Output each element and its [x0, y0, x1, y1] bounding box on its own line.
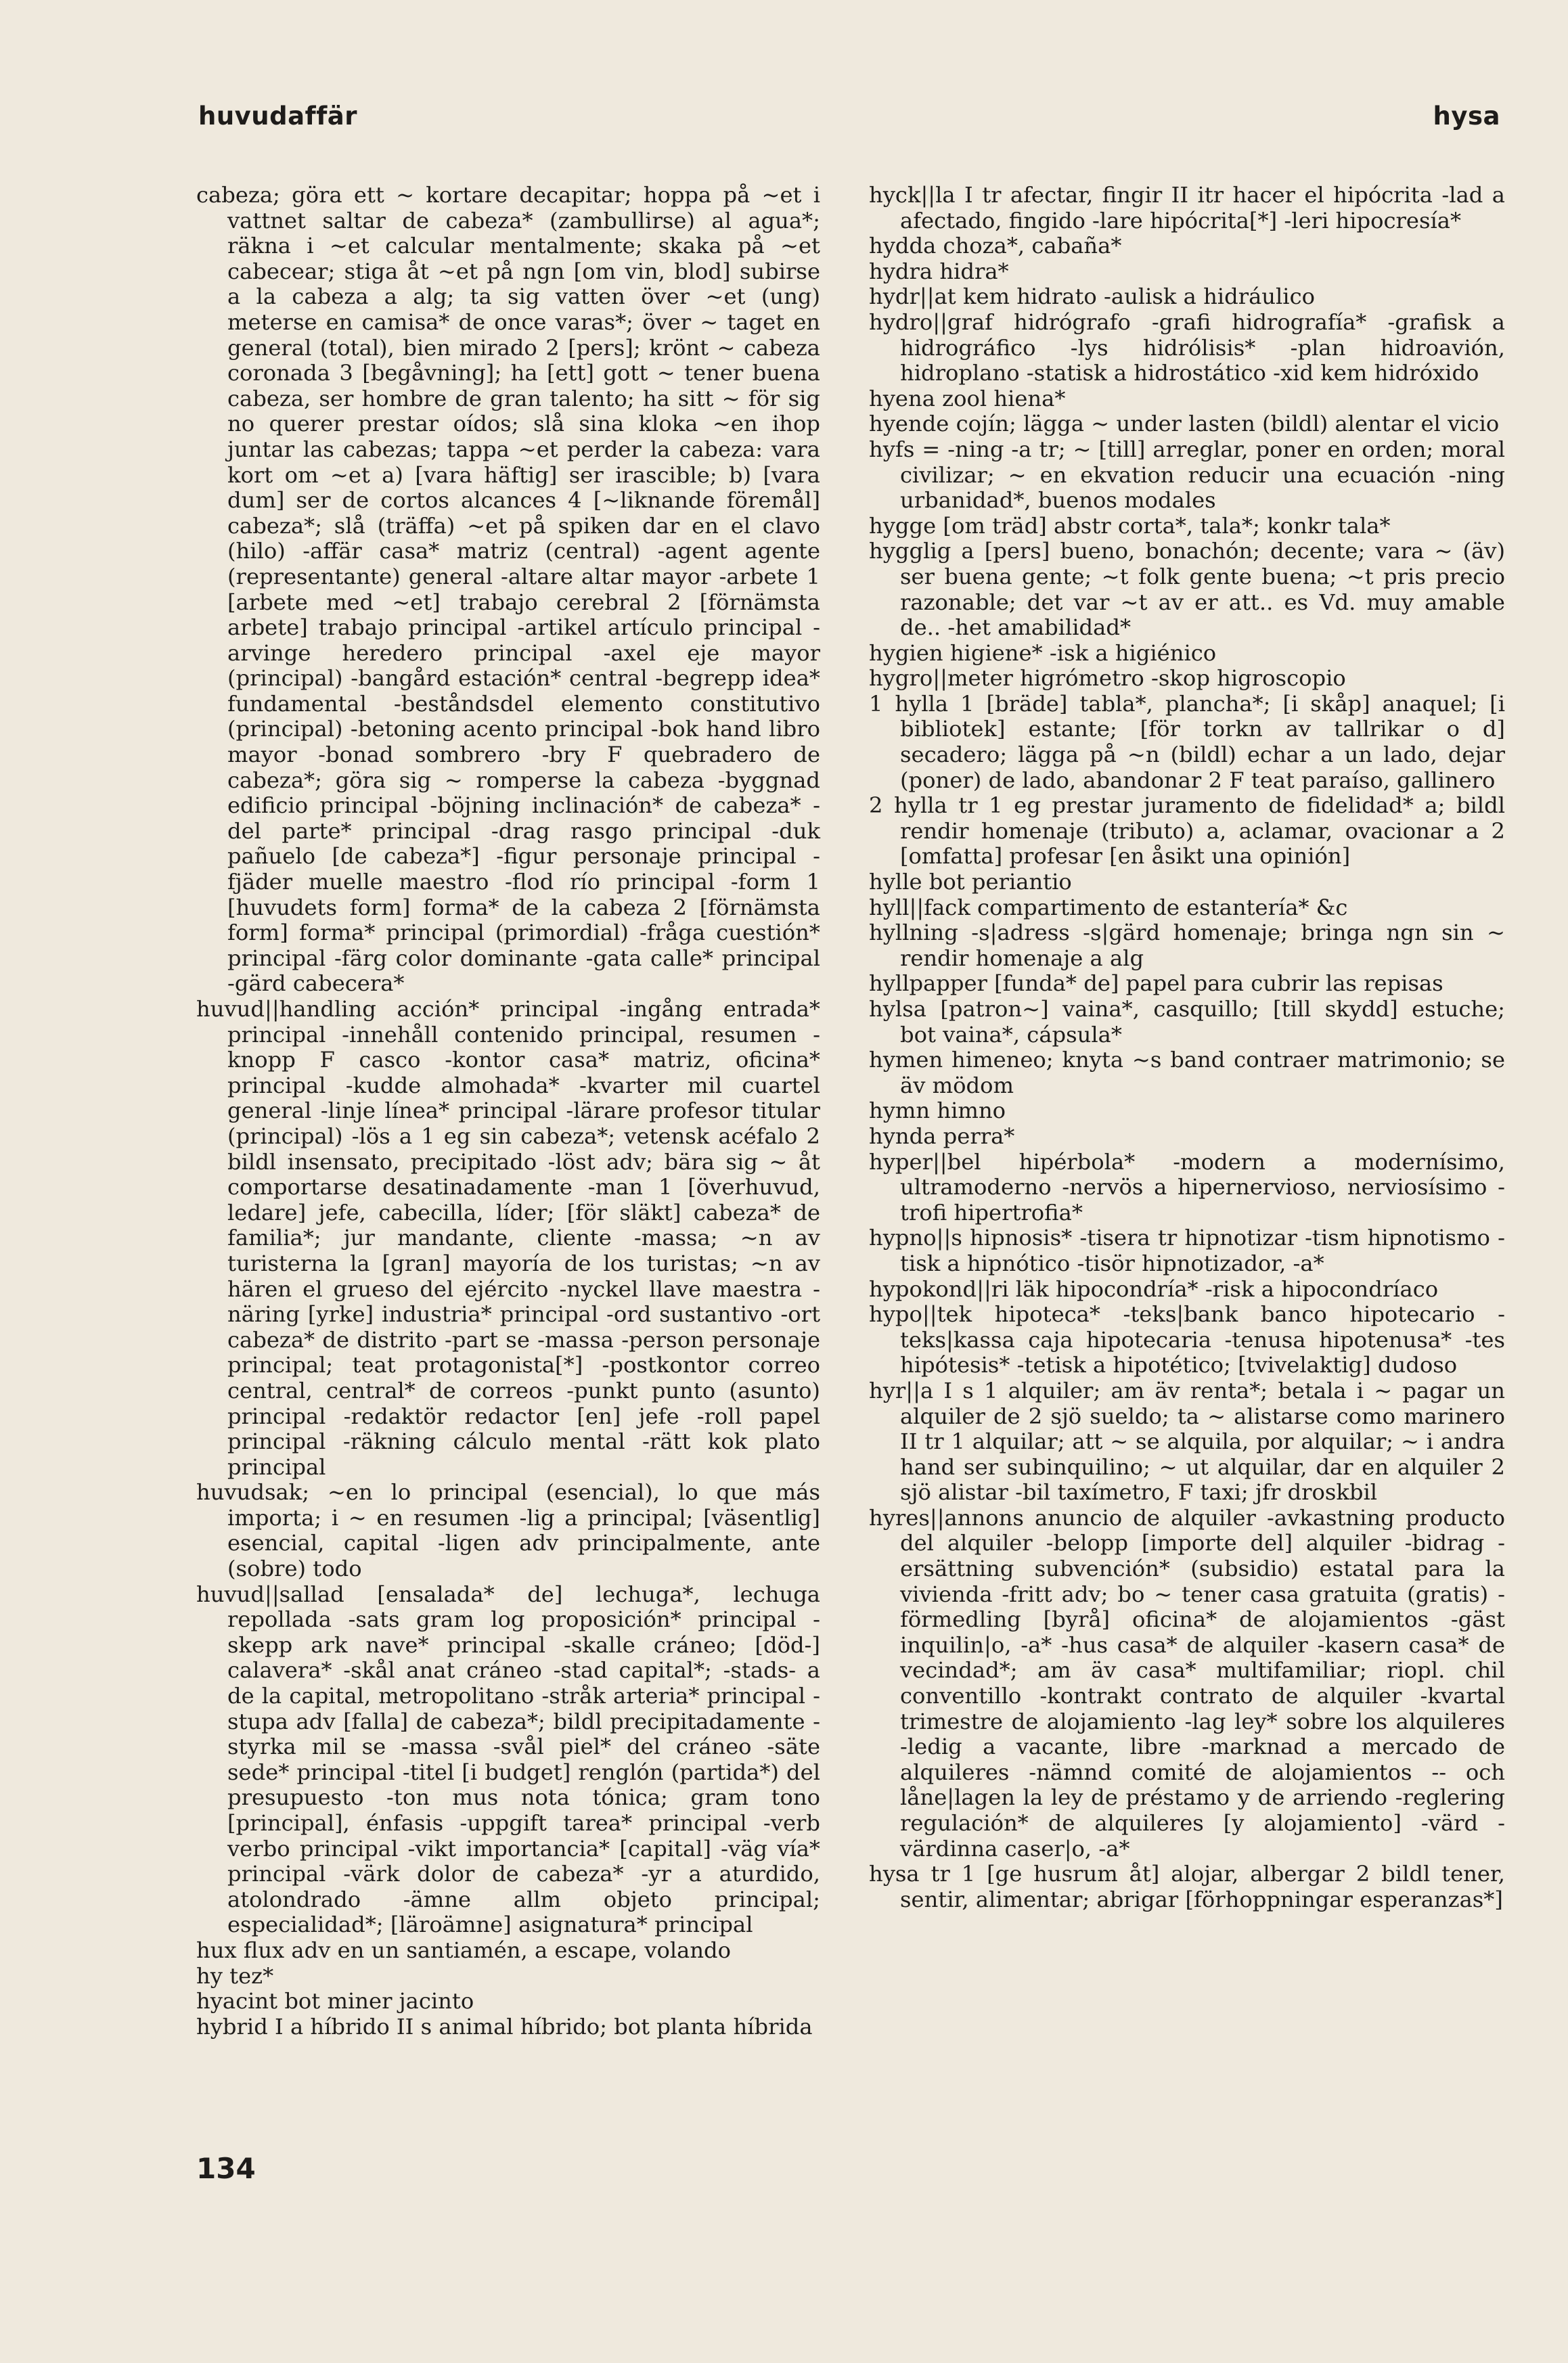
running-head-last-word: hysa [1433, 102, 1500, 131]
dictionary-entry: hybrid I a híbrido II s animal híbrido; bot planta híbrida [196, 2013, 813, 2040]
dictionary-entry: hygglig a [pers] bueno, bonachón; decente; vara ~ (äv) ser buena gente; ~t folk gente buena; ~t pris precio razonable; det var ~t av er att.. es Vd. muy amable de.. -het amabilidad* [869, 538, 1505, 641]
dictionary-entry: hygien higiene* -isk a higiénico [869, 639, 1217, 666]
dictionary-entry: cabeza; göra ett ~ kortare decapitar; hoppa på ~et i vattnet saltar de cabeza* (zambullirse) al agua*; räkna i ~et calcular mentalmente; skaka på ~et cabecear; stiga åt ~et på ngn [om vin, blod] subirse a la cabeza a alg; ta sig vatten över ~et (ung) meterse en camisa* de once varas*; över ~ taget en general (total), bien mirado 2 [pers]; krönt ~ cabeza coronada 3 [begåvning]; ha [ett] gott ~ tener buena cabeza, ser hombre de gran talento; ha sitt ~ för sig no querer prestar oídos; slå sina kloka ~en ihop juntar las cabezas; tappa ~et perder la cabeza: vara kort om ~et a) [vara häftig] ser irascible; b) [vara dum] ser de cortos alcances 4 [~liknande föremål] cabeza*; slå (träffa) ~et på spiken dar en el clavo (hilo) -affär casa* matriz (central) -agent agente (representante) general -altare altar mayor -arbete 1 [arbete med ~et] trabajo cerebral 2 [förnämsta arbete] trabajo principal -artikel artículo principal -arvinge heredero principal -axel eje mayor (principal) -bangård estación* central -begrepp idea* fundamental -beståndsdel elemento constitutivo (principal) -betoning acento principal -bok hand libro mayor -bonad sombrero -bry F quebradero de cabeza*; göra sig ~ romperse la cabeza -byggnad edificio principal -böjning inclinación* de cabeza* -del parte* principal -drag rasgo principal -duk pañuelo [de cabeza*] -figur personaje principal -fjäder muelle maestro -flod río principal -form 1 [huvudets form] forma* de la cabeza 2 [förnämsta form] forma* principal (primordial) -fråga cuestión* principal -färg color dominante -gata calle* principal -gärd cabecera* [196, 182, 820, 997]
dictionary-entry: hyres||annons anuncio de alquiler -avkastning producto del alquiler -belopp [importe del] alquiler -bidrag -ersättning subvención* (subsidio) estatal para la vivienda -fritt adv; bo ~ tener casa gratuita (gratis) -förmedling [byrå] oficina* de alojamientos -gäst inquilin|o, -a* -hus casa* de alquiler -kasern casa* de vecindad*; am äv casa* multifamiliar; riopl. chil conventillo -kontrakt contrato de alquiler -kvartal trimestre de alojamiento -lag ley* sobre los alquileres -ledig a vacante, libre -marknad a mercado de alquileres -nämnd comité de alojamientos -- och låne|lagen la ley de préstamo y de arriendo -reglering regulación* de alquileres [y alojamiento] -värd -värdinna caser|o, -a* [869, 1504, 1505, 1862]
dictionary-entry: 2 hylla tr 1 eg prestar juramento de fidelidad* a; bildl rendir homenaje (tributo) a, aclamar, ovacionar a 2 [omfatta] profesar [en åsikt una opinión] [869, 792, 1505, 870]
dictionary-entry: hyllpapper [funda* de] papel para cubrir las repisas [869, 970, 1443, 997]
dictionary-entry: hydro||graf hidrógrafo -grafi hidrografía* -grafisk a hidrográfico -lys hidrólisis* -plan hidroavión, hidroplano -statisk a hidrostático -xid kem hidróxido [869, 309, 1505, 386]
dictionary-entry: hygge [om träd] abstr corta*, tala*; konkr tala* [869, 512, 1391, 539]
dictionary-entry: hylle bot periantio [869, 869, 1072, 895]
dictionary-entry: hynda perra* [869, 1123, 1015, 1149]
dictionary-entry: hyfs = -ning -a tr; ~ [till] arreglar, poner en orden; moral civilizar; ~ en ekvation reducir una ecuación -ning urbanidad*, buenos modales [869, 436, 1505, 514]
dictionary-entry: hyacint bot miner jacinto [196, 1988, 474, 2015]
dictionary-entry: huvud||handling acción* principal -ingång entrada* principal -innehåll contenido principal, resumen -knopp F casco -kontor casa* matriz, oficina* principal -kudde almohada* -kvarter mil cuartel general -linje línea* principal -lärare profesor titular (principal) -lös a 1 eg sin cabeza*; vetensk acéfalo 2 bildl insensato, precipitado -löst adv; bära sig ~ åt comportarse desatinadamente -man 1 [överhuvud, ledare] jefe, cabecilla, líder; [för släkt] cabeza* de familia*; jur mandante, cliente -massa; ~n av turisterna la [gran] mayoría de los turistas; ~n av hären el grueso del ejército -nyckel llave maestra -näring [yrke] industria* principal -ord sustantivo -ort cabeza* de distrito -part se -massa -person personaje principal; teat protagonista[*] -postkontor correo central, central* de correos -punkt punto (asunto) principal -redaktör redactor [en] jefe -roll papel principal -räkning cálculo mental -rätt kok plato principal [196, 996, 820, 1480]
dictionary-entry: hyllning -s|adress -s|gärd homenaje; bringa ngn sin ~ rendir homenaje a alg [869, 920, 1505, 971]
dictionary-entry: hydra hidra* [869, 258, 1009, 284]
left-column [196, 183, 820, 2040]
dictionary-entry: hydda choza*, cabaña* [869, 233, 1122, 259]
dictionary-entry: hyll||fack compartimento de estantería* &c [869, 894, 1348, 920]
dictionary-entry: 1 hylla 1 [bräde] tabla*, plancha*; [i skåp] anaquel; [i bibliotek] estante; [för torkn av tallrikar o d] secadero; lägga på ~n (bildl) echar a un lado, dejar (poner) de lado, abandonar 2 F teat paraíso, gallinero [869, 690, 1505, 793]
dictionary-entry: huvud||sallad [ensalada* de] lechuga*, lechuga repollada -sats gram log proposición* principal -skepp ark nave* principal -skalle cráneo; [död-] calavera* -skål anat cráneo -stad capital*; -stads- a de la capital, metropolitano -stråk arteria* principal -stupa adv [falla] de cabeza*; bildl precipitadamente -styrka mil se -massa -svål piel* del cráneo -säte sede* principal -titel [i budget] renglón (partida*) del presupuesto -ton mus nota tónica; gram tono [principal], énfasis -uppgift tarea* principal -verb verbo principal -vikt importancia* [capital] -väg vía* principal -värk dolor de cabeza* -yr a aturdido, atolondrado -ämne allm objeto principal; especialidad*; [läroämne] asignatura* principal [196, 1581, 820, 1938]
dictionary-entry: hyende cojín; lägga ~ under lasten (bildl) alentar el vicio [869, 411, 1500, 437]
dictionary-entry: hydr||at kem hidrato -aulisk a hidráulico [869, 284, 1315, 310]
dictionary-entry: hypokond||ri läk hipocondría* -risk a hipocondríaco [869, 1276, 1439, 1302]
dictionary-entry: hyck||la I tr afectar, fingir II itr hacer el hipócrita -lad a afectado, fingido -lare hipócrita[*] -leri hipocresía* [869, 182, 1505, 233]
dictionary-entry: hyper||bel hipérbola* -modern a modernísimo, ultramoderno -nervös a hipernervioso, nerviosísimo -trofi hipertrofia* [869, 1148, 1505, 1225]
dictionary-entry: hyena zool hiena* [869, 385, 1066, 411]
dictionary-entry: hymn himno [869, 1098, 1006, 1124]
dictionary-entry: hypo||tek hipoteca* -teks|bank banco hipotecario -teks|kassa caja hipotecaria -tenusa hipotenusa* -tes hipótesis* -tetisk a hipotético; [tvivelaktig] dudoso [869, 1301, 1505, 1378]
dictionary-entry: hyr||a I s 1 alquiler; am äv renta*; betala i ~ pagar un alquiler de 2 sjö sueldo; ta ~ alistarse como marinero II tr 1 alquilar; att ~ se alquila, por alquilar; ~ i andra hand ser subinquilino; ~ ut alquilar, dar en alquiler 2 sjö alistar -bil taxímetro, F taxi; jfr droskbil [869, 1377, 1505, 1506]
dictionary-entry: hux flux adv en un santiamén, a escape, volando [196, 1937, 732, 1963]
dictionary-entry: hylsa [patron~] vaina*, casquillo; [till skydd] estuche; bot vaina*, cápsula* [869, 996, 1505, 1048]
dictionary-entry: hysa tr 1 [ge husrum åt] alojar, albergar 2 bildl tener, sentir, alimentar; abrigar [förhoppningar esperanzas*] [869, 1861, 1505, 1912]
running-head-first-word: huvudaffär [198, 102, 358, 131]
dictionary-entry: hygro||meter higrómetro -skop higroscopio [869, 665, 1346, 692]
dictionary-entry: hymen himeneo; knyta ~s band contraer matrimonio; se äv mödom [869, 1047, 1505, 1098]
dictionary-entry: hypno||s hipnosis* -tisera tr hipnotizar -tism hipnotismo -tisk a hipnótico -tisör hipnotizador, -a* [869, 1225, 1505, 1276]
page-number: 134 [196, 2152, 256, 2185]
right-column [869, 183, 1505, 1912]
dictionary-entry: huvudsak; ~en lo principal (esencial), lo que más importa; i ~ en resumen -lig a principal; [väsentlig] esencial, capital -ligen adv principalmente, ante (sobre) todo [196, 1479, 820, 1582]
dictionary-entry: hy tez* [196, 1962, 274, 1989]
